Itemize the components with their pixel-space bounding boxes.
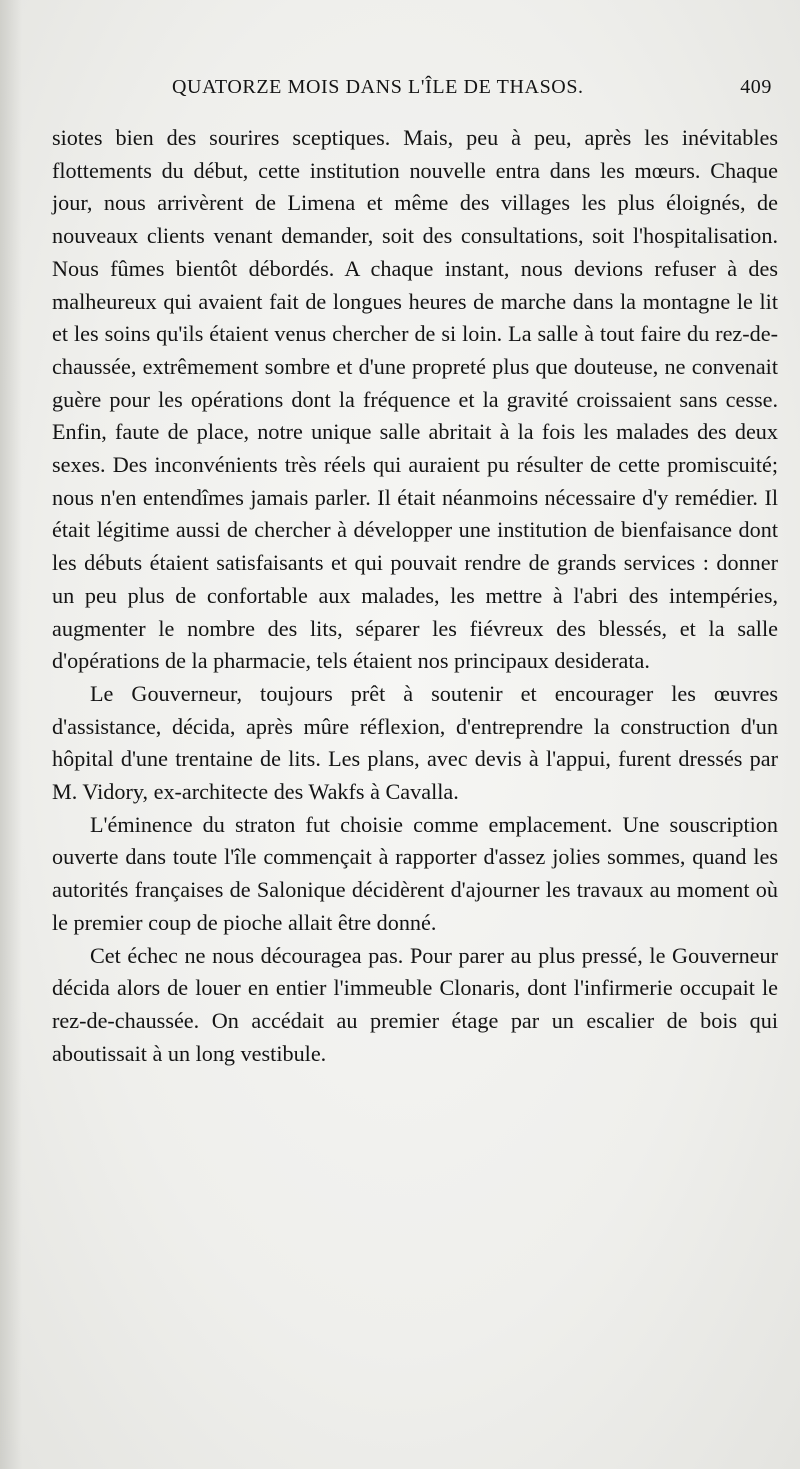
paragraph-continued: siotes bien des sourires sceptiques. Mais, peu à peu, après les inévitables flottements du début, cette institution nouvelle entra dans les mœurs. Chaque jour, nous arrivèrent de Limena et même des villages les plus éloignés, de nouveaux clients venant demander, soit des consultations, soit l'hospitalisation. Nous fûmes bientôt débordés. A chaque instant, nous devions refuser à des malheureux qui avaient fait de longues heures de marche dans la montagne le lit et les soins qu'ils étaient venus chercher de si loin. La salle à tout faire du rez-de-chaussée, extrêmement sombre et d'une propreté plus que douteuse, ne convenait guère pour les opérations dont la fréquence et la gravité croissaient sans cesse. Enfin, faute de place, notre unique salle abritait à la fois les malades des deux sexes. Des inconvénients très réels qui auraient pu résulter de cette promiscuité; nous n'en entendîmes jamais parler. Il était néanmoins nécessaire d'y remédier. Il était légitime aussi de chercher à développer une institution de bienfaisance dont les débuts étaient satisfaisants et qui pouvait rendre de grands services : donner un peu plus de confortable aux malades, les mettre à l'abri des intempéries, augmenter le nombre des lits, séparer les fiévreux des blessés, et la salle d'opérations de la pharmacie, tels étaient nos principaux desiderata.: [52, 125, 778, 674]
body-text: [52, 122, 778, 1070]
running-title: QUATORZE MOIS DANS L'ÎLE DE THASOS.: [172, 76, 584, 98]
paragraph-gouverneur: Le Gouverneur, toujours prêt à soutenir et encourager les œuvres d'assistance, décida, après mûre réflexion, d'entreprendre la construction d'un hôpital d'une trentaine de lits. Les plans, avec devis à l'appui, furent dressés par M. Vidory, ex-architecte des Wakfs à Cavalla.: [52, 680, 778, 805]
paragraph-eminence: L'éminence du straton fut choisie comme emplacement. Une souscription ouverte dans toute l'île commençait à rapporter d'assez jolies sommes, quand les autorités françaises de Salonique décidèrent d'ajourner les travaux au moment où le premier coup de pioche allait être donné.: [52, 811, 778, 935]
page-number: 409: [740, 76, 772, 98]
page-edge-shadow: [0, 0, 22, 1469]
page-header: [172, 76, 772, 106]
paragraph-echec: Cet échec ne nous découragea pas. Pour parer au plus pressé, le Gouverneur décida alors de louer en entier l'immeuble Clonaris, dont l'infirmerie occupait le rez-de-chaussée. On accédait au premier étage par un escalier de bois qui aboutissait à un long vestibule.: [52, 942, 778, 1066]
